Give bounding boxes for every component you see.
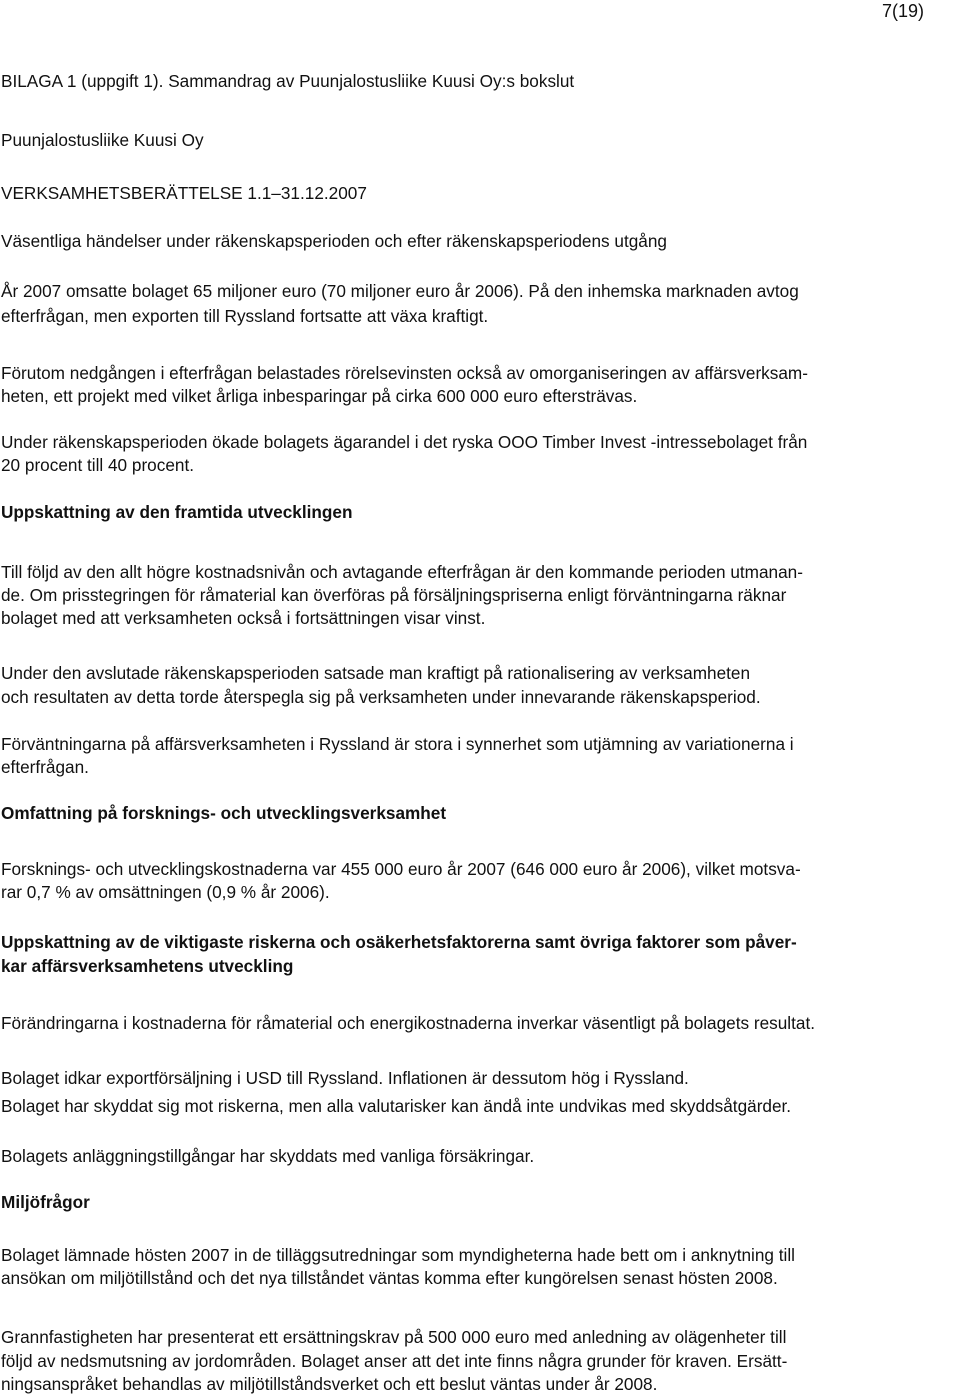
- paragraph-line: ningsanspråket behandlas av miljötillståndsverket och ett beslut väntas under år 2008.: [1, 1374, 658, 1394]
- paragraph-line: Förväntningarna på affärsverksamheten i Ryssland är stora i synnerhet som utjämning av variationerna i: [1, 734, 794, 754]
- section-heading-research-development: Omfattning på forsknings- och utvecklingsverksamhet: [1, 803, 447, 823]
- paragraph-line: rar 0,7 % av omsättningen (0,9 % år 2006).: [1, 882, 330, 902]
- paragraph-line: Forsknings- och utvecklingskostnaderna var 455 000 euro år 2007 (646 000 euro år 2006), vilket motsva-: [1, 859, 801, 879]
- paragraph-line: bolaget med att verksamheten också i fortsättningen visar vinst.: [1, 608, 486, 628]
- paragraph-line: Bolagets anläggningstillgångar har skyddats med vanliga försäkringar.: [1, 1146, 535, 1166]
- section-heading-significant-events: Väsentliga händelser under räkenskapsperioden och efter räkenskapsperiodens utgång: [1, 231, 667, 251]
- paragraph-line: 20 procent till 40 procent.: [1, 455, 194, 475]
- paragraph-line: Bolaget har skyddat sig mot riskerna, men alla valutarisker kan ändå inte undvikas med skyddsåtgärder.: [1, 1096, 792, 1116]
- attachment-title: BILAGA 1 (uppgift 1). Sammandrag av Puunjalostusliike Kuusi Oy:s bokslut: [1, 71, 575, 91]
- paragraph-line: ansökan om miljötillstånd och det nya tillståndet väntas komma efter kungörelsen senast hösten 2008.: [1, 1268, 778, 1288]
- paragraph-line: Bolaget lämnade hösten 2007 in de tilläggsutredningar som myndigheterna hade bett om i anknytning till: [1, 1245, 795, 1265]
- section-heading-risks-line-1: Uppskattning av de viktigaste riskerna och osäkerhetsfaktorerna samt övriga faktorer som påver-: [1, 932, 797, 952]
- section-heading-risks-line-2: kar affärsverksamhetens utveckling: [1, 956, 294, 976]
- paragraph-line: Under räkenskapsperioden ökade bolagets ägarandel i det ryska OOO Timber Invest -intressebolaget från: [1, 432, 808, 452]
- paragraph-line: följd av nedsmutsning av jordområden. Bolaget anser att det inte finns några grunder för kraven. Ersätt-: [1, 1351, 788, 1371]
- company-name: Puunjalostusliike Kuusi Oy: [1, 130, 204, 150]
- paragraph-line: År 2007 omsatte bolaget 65 miljoner euro (70 miljoner euro år 2006). På den inhemska marknaden avtog: [1, 281, 799, 301]
- paragraph-line: Förutom nedgången i efterfrågan belastades rörelsevinsten också av omorganiseringen av affärsverksam-: [1, 363, 808, 383]
- paragraph-line: Grannfastigheten har presenterat ett ersättningskrav på 500 000 euro med anledning av olägenheter till: [1, 1327, 787, 1347]
- paragraph-line: Bolaget idkar exportförsäljning i USD till Ryssland. Inflationen är dessutom hög i Ryssland.: [1, 1068, 689, 1088]
- report-title: VERKSAMHETSBERÄTTELSE 1.1–31.12.2007: [1, 183, 367, 203]
- section-heading-future-development: Uppskattning av den framtida utvecklingen: [1, 502, 353, 522]
- paragraph-line: efterfrågan, men exporten till Ryssland fortsatte att växa kraftigt.: [1, 306, 489, 326]
- paragraph-line: Till följd av den allt högre kostnadsnivån och avtagande efterfrågan är den kommande perioden utmanan-: [1, 562, 803, 582]
- paragraph-line: heten, ett projekt med vilket årliga inbesparingar på cirka 600 000 euro eftersträvas.: [1, 386, 638, 406]
- paragraph-line: Under den avslutade räkenskapsperioden satsade man kraftigt på rationalisering av verksamheten: [1, 663, 751, 683]
- paragraph-line: och resultaten av detta torde återspegla sig på verksamheten under innevarande räkenskapsperiod.: [1, 687, 761, 707]
- page-number: 7(19): [881, 1, 924, 21]
- section-heading-environment: Miljöfrågor: [1, 1192, 90, 1212]
- paragraph-line: Förändringarna i kostnaderna för råmaterial och energikostnaderna inverkar väsentligt på bolagets resultat.: [1, 1013, 815, 1033]
- paragraph-line: efterfrågan.: [1, 757, 89, 777]
- paragraph-line: de. Om prisstegringen för råmaterial kan överföras på försäljningspriserna enligt förväntningarna räknar: [1, 585, 787, 605]
